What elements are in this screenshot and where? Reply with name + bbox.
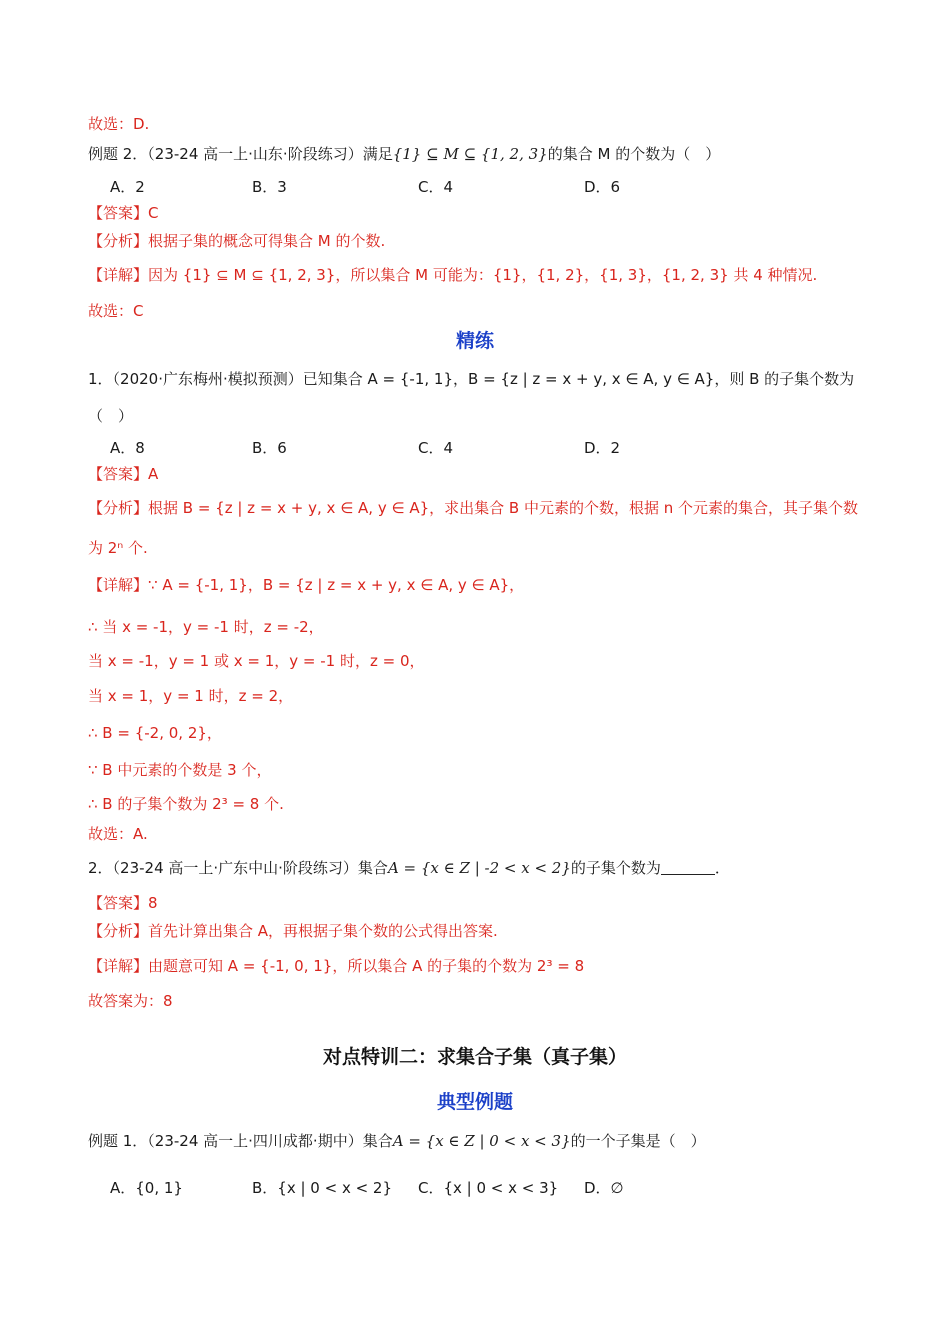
answer-tag: 【答案】: [88, 465, 149, 483]
answer-tag: 【答案】: [88, 204, 149, 222]
problem2-math: A = {x ∈ Z | -2 < x < 2}: [387, 859, 571, 877]
example2-prefix: 例题 2．（23-24 高一上·山东·阶段练习）满足: [88, 145, 393, 163]
problem2-answer: [88, 892, 158, 914]
problem1-choose: 故选：A.: [88, 825, 148, 843]
example1-question: [88, 1130, 706, 1152]
problem1-detail-line5: ∴ B = {-2, 0, 2}，: [88, 724, 222, 742]
problem1-line1: 1．（2020·广东梅州·模拟预测）已知集合 A = {-1, 1}，B = {z | z = x + y, x ∈ A, y ∈ A}，则 B 的子集个数为: [88, 370, 855, 388]
problem2-detail: [88, 955, 584, 977]
problem2-end: ．: [714, 859, 730, 877]
problem1-option-d[interactable]: D．2: [584, 439, 621, 457]
detail-tag: 【详解】: [88, 576, 149, 594]
problem2-prefix: 2．（23-24 高一上·广东中山·阶段练习）集合: [88, 859, 388, 877]
problem2-question: [88, 857, 730, 879]
answer-blank[interactable]: [661, 859, 715, 875]
example2-option-c[interactable]: C．4: [418, 178, 454, 196]
example1-option-c[interactable]: C．{x | 0 < x < 3}: [418, 1179, 559, 1197]
top-choose: 故选：D.: [88, 115, 150, 133]
problem1-answer: [88, 463, 158, 485]
problem1-detail-line6: ∵ B 中元素的个数是 3 个，: [88, 761, 272, 779]
problem1-option-a[interactable]: A．8: [110, 439, 145, 457]
example1-option-d[interactable]: D．∅: [584, 1179, 624, 1197]
problem1-detail-line1: [88, 574, 524, 596]
problem1-option-c[interactable]: C．4: [418, 439, 454, 457]
problem1-option-b[interactable]: B．6: [252, 439, 287, 457]
analysis-tag: 【分析】: [88, 232, 149, 250]
answer-value: C: [148, 204, 159, 222]
problem1-detail-line2: ∴ 当 x = -1，y = -1 时，z = -2，: [88, 618, 324, 636]
example1-math: A = {x ∈ Z | 0 < x < 3}: [392, 1132, 571, 1150]
answer-value: 8: [148, 894, 158, 912]
problem1-line2: （ ）: [88, 407, 134, 425]
analysis-tag: 【分析】: [88, 922, 149, 940]
detail-text: 因为 {1} ⊆ M ⊆ {1, 2, 3}，所以集合 M 可能为：{1}，{1, 2}，{1, 3}，{1, 2, 3} 共 4 种情况.: [148, 266, 818, 284]
example1-suffix: 的一个子集是（ ）: [570, 1132, 706, 1150]
problem1-analysis-line2: 为 2ⁿ 个.: [88, 539, 148, 557]
example2-answer: [88, 202, 159, 224]
example2-suffix: 的集合 M 的个数为（ ）: [547, 145, 721, 163]
example2-option-d[interactable]: D．6: [584, 178, 621, 196]
example2-math: {1} ⊆ M ⊆ {1, 2, 3}: [392, 145, 548, 163]
analysis-tag: 【分析】: [88, 499, 149, 517]
problem2-final: 故答案为：8: [88, 992, 173, 1010]
detail-tag: 【详解】: [88, 957, 149, 975]
problem1-detail-line3: 当 x = -1，y = 1 或 x = 1，y = -1 时，z = 0，: [88, 652, 425, 670]
example2-option-a[interactable]: A．2: [110, 178, 145, 196]
analysis-text: 根据子集的概念可得集合 M 的个数.: [148, 232, 386, 250]
example1-option-a[interactable]: A．{0, 1}: [110, 1179, 183, 1197]
answer-tag: 【答案】: [88, 894, 149, 912]
detail-text: ∵ A = {-1, 1}，B = {z | z = x + y, x ∈ A, y ∈ A}，: [148, 576, 525, 594]
example2-option-b[interactable]: B．3: [252, 178, 287, 196]
section-training2-heading: 对点特训二：求集合子集（真子集）: [322, 1046, 627, 1068]
answer-value: A: [148, 465, 159, 483]
detail-text: 由题意可知 A = {-1, 0, 1}，所以集合 A 的子集的个数为 2³ = 8: [148, 957, 585, 975]
example1-prefix: 例题 1．（23-24 高一上·四川成都·期中）集合: [88, 1132, 393, 1150]
example2-detail: [88, 264, 817, 286]
section-practice-heading: 精练: [455, 330, 494, 352]
detail-tag: 【详解】: [88, 266, 149, 284]
example1-option-b[interactable]: B．{x | 0 < x < 2}: [252, 1179, 393, 1197]
problem2-suffix: 的子集个数为: [570, 859, 661, 877]
problem1-detail-line7: ∴ B 的子集个数为 2³ = 8 个.: [88, 795, 284, 813]
problem1-detail-line4: 当 x = 1，y = 1 时，z = 2，: [88, 687, 294, 705]
example2-question: [88, 143, 720, 165]
section-examples-heading: 典型例题: [436, 1091, 513, 1113]
problem2-analysis: [88, 920, 498, 942]
example2-choose: 故选：C: [88, 302, 144, 320]
problem1-analysis-line1: [88, 497, 858, 519]
example2-analysis: [88, 230, 385, 252]
analysis-text: 首先计算出集合 A，再根据子集个数的公式得出答案.: [148, 922, 498, 940]
analysis-text: 根据 B = {z | z = x + y, x ∈ A, y ∈ A}，求出集合 B 中元素的个数，根据 n 个元素的集合，其子集个数: [148, 499, 858, 517]
